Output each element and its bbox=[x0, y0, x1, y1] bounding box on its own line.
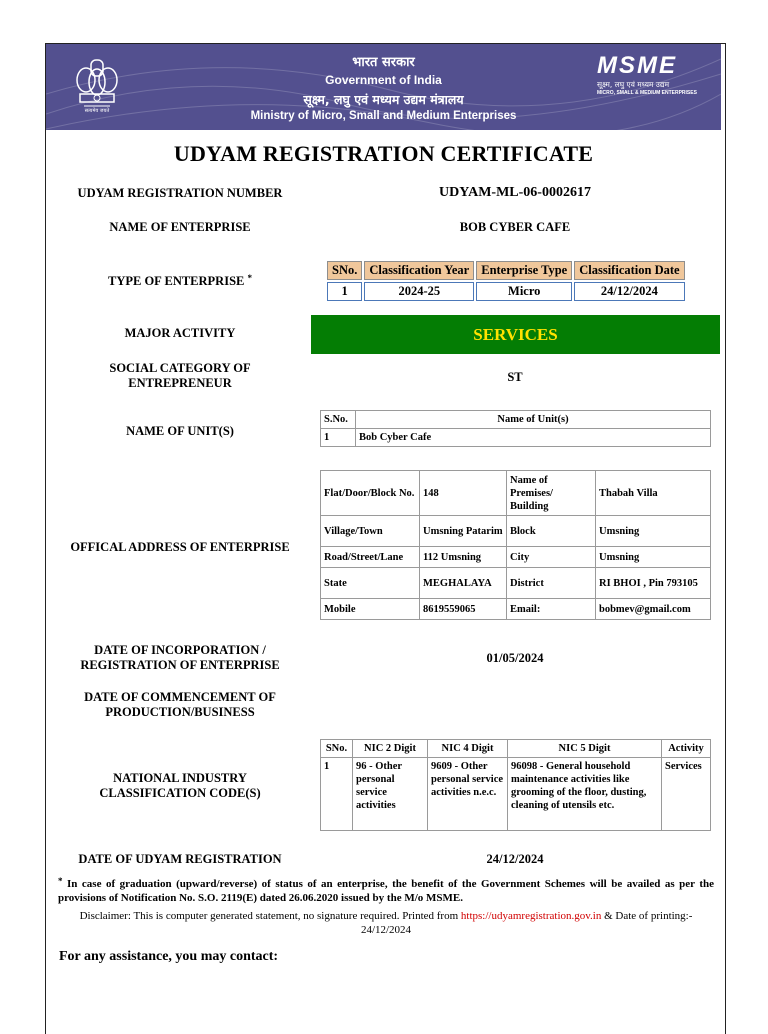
district-label: District bbox=[507, 568, 596, 599]
mobile-label: Mobile bbox=[321, 599, 420, 620]
flat-value: 148 bbox=[420, 471, 507, 516]
msme-logo-english: MICRO, SMALL & MEDIUM ENTERPRISES bbox=[597, 90, 697, 96]
village-label: Village/Town bbox=[321, 516, 420, 547]
assistance-heading: For any assistance, you may contact: bbox=[59, 949, 279, 964]
disclaimer bbox=[58, 909, 714, 937]
nic-sno: 1 bbox=[321, 758, 353, 831]
classification-type: Micro bbox=[476, 282, 572, 301]
units-sno: 1 bbox=[321, 429, 356, 447]
email-label: Email: bbox=[507, 599, 596, 620]
social-category-label bbox=[52, 361, 308, 391]
classification-year: 2024-25 bbox=[364, 282, 474, 301]
nic-header-sno: SNo. bbox=[321, 740, 353, 758]
units-name: Bob Cyber Cafe bbox=[356, 429, 711, 447]
reg-number-value: UDYAM-ML-06-0002617 bbox=[439, 185, 591, 200]
address-row bbox=[321, 599, 711, 620]
footnote-star: * bbox=[247, 273, 252, 283]
nic-header-row bbox=[321, 740, 711, 758]
social-category-label-text: SOCIAL CATEGORY OF ENTREPRENEUR bbox=[109, 361, 251, 390]
classification-header-year: Classification Year bbox=[364, 261, 474, 280]
classification-date: 24/12/2024 bbox=[574, 282, 684, 301]
msme-logo bbox=[597, 54, 701, 96]
commencement-label-text: DATE OF COMMENCEMENT OF PRODUCTION/BUSINESS bbox=[84, 690, 276, 719]
road-value: 112 Umsning bbox=[420, 547, 507, 568]
premises-label: Name of Premises/ Building bbox=[507, 471, 596, 516]
nic-table bbox=[320, 739, 711, 831]
disclaimer-suffix: & Date of printing:- bbox=[604, 910, 693, 922]
units-row bbox=[321, 429, 711, 447]
village-value: Umsning Patarim bbox=[420, 516, 507, 547]
major-activity-label: MAJOR ACTIVITY bbox=[124, 326, 236, 340]
nic-header-5digit: NIC 5 Digit bbox=[508, 740, 662, 758]
nic-2digit: 96 - Other personal service activities bbox=[353, 758, 428, 831]
nic-label-text: NATIONAL INDUSTRY CLASSIFICATION CODE(S) bbox=[99, 771, 261, 800]
state-label: State bbox=[321, 568, 420, 599]
address-label: OFFICAL ADDRESS OF ENTERPRISE bbox=[70, 540, 290, 554]
nic-row bbox=[321, 758, 711, 831]
classification-header-type: Enterprise Type bbox=[476, 261, 572, 280]
nic-header-4digit: NIC 4 Digit bbox=[428, 740, 508, 758]
msme-logo-text: MSME bbox=[597, 52, 677, 79]
flat-label: Flat/Door/Block No. bbox=[321, 471, 420, 516]
units-header-name: Name of Unit(s) bbox=[356, 411, 711, 429]
certificate-title: UDYAM REGISTRATION CERTIFICATE bbox=[173, 141, 594, 166]
classification-header-date: Classification Date bbox=[574, 261, 684, 280]
address-row bbox=[321, 547, 711, 568]
classification-header-row bbox=[327, 261, 685, 280]
ministry-title: Ministry of Micro, Small and Medium Enterprises bbox=[250, 110, 517, 122]
enterprise-name-value: BOB CYBER CAFE bbox=[459, 220, 571, 234]
address-table bbox=[320, 470, 711, 620]
nic-header-2digit: NIC 2 Digit bbox=[353, 740, 428, 758]
mobile-value: 8619559065 bbox=[420, 599, 507, 620]
unit-label: NAME OF UNIT(S) bbox=[126, 424, 234, 438]
premises-value: Thabah Villa bbox=[596, 471, 711, 516]
footnote-text: In case of graduation (upward/reverse) of status of an enterprise, the benefit of the Government Schemes will be availed as per the provisions of Notification No. S.O. 2119(E) dated 26.06.2020 issued by the M/o MSME. bbox=[58, 878, 715, 904]
road-label: Road/Street/Lane bbox=[321, 547, 420, 568]
units-header-row bbox=[321, 411, 711, 429]
udyam-date-value: 24/12/2024 bbox=[486, 852, 544, 866]
udyam-portal-link[interactable]: https://udyamregistration.gov.in bbox=[460, 910, 602, 922]
district-value: RI BHOI , Pin 793105 bbox=[596, 568, 711, 599]
address-row bbox=[321, 471, 711, 516]
state-value: MEGHALAYA bbox=[420, 568, 507, 599]
disclaimer-prefix: Disclaimer: This is computer generated statement, no signature required. Printed from bbox=[79, 910, 459, 922]
classification-row bbox=[327, 282, 685, 301]
hindi-government-title: भारत सरकार bbox=[352, 55, 415, 70]
footnote bbox=[58, 877, 714, 905]
nic-header-activity: Activity bbox=[662, 740, 711, 758]
address-row bbox=[321, 568, 711, 599]
units-header-sno: S.No. bbox=[321, 411, 356, 429]
classification-table bbox=[325, 259, 687, 303]
udyam-date-label: DATE OF UDYAM REGISTRATION bbox=[78, 852, 282, 866]
nic-4digit: 9609 - Other personal service activities n.e.c. bbox=[428, 758, 508, 831]
social-category-value: ST bbox=[507, 370, 523, 384]
hindi-ministry-title: सूक्ष्म, लघु एवं मध्यम उद्यम मंत्रालय bbox=[303, 92, 464, 107]
commencement-label bbox=[52, 690, 308, 720]
emblem-caption: सत्यमेव जयते bbox=[84, 108, 110, 114]
units-table bbox=[320, 410, 711, 447]
block-value: Umsning bbox=[596, 516, 711, 547]
reg-number-label: UDYAM REGISTRATION NUMBER bbox=[77, 186, 283, 200]
incorporation-label: DATE OF INCORPORATION / REGISTRATION OF ENTERPRISE bbox=[80, 643, 280, 672]
msme-logo-hindi: सूक्ष्म, लघु एवं मध्यम उद्यम bbox=[597, 80, 670, 89]
nic-5digit: 96098 - General household maintenance activities like grooming of the floor, dusting, cleaning of utensils etc. bbox=[508, 758, 662, 831]
enterprise-type-label-text: TYPE OF ENTERPRISE bbox=[108, 274, 245, 288]
nic-label bbox=[52, 771, 308, 801]
classification-header-sno: SNo. bbox=[327, 261, 362, 280]
address-row bbox=[321, 516, 711, 547]
city-value: Umsning bbox=[596, 547, 711, 568]
nic-activity: Services bbox=[662, 758, 711, 831]
government-of-india: Government of India bbox=[325, 73, 442, 87]
header-banner bbox=[46, 44, 721, 130]
enterprise-type-label bbox=[52, 274, 308, 289]
print-date: 24/12/2024 bbox=[360, 924, 412, 936]
block-label: Block bbox=[507, 516, 596, 547]
incorporation-value: 01/05/2024 bbox=[486, 651, 544, 665]
footnote-star: * bbox=[58, 876, 63, 886]
city-label: City bbox=[507, 547, 596, 568]
classification-sno: 1 bbox=[327, 282, 362, 301]
email-value: bobmev@gmail.com bbox=[596, 599, 711, 620]
major-activity-value: SERVICES bbox=[311, 315, 720, 354]
enterprise-name-label: NAME OF ENTERPRISE bbox=[109, 220, 251, 234]
